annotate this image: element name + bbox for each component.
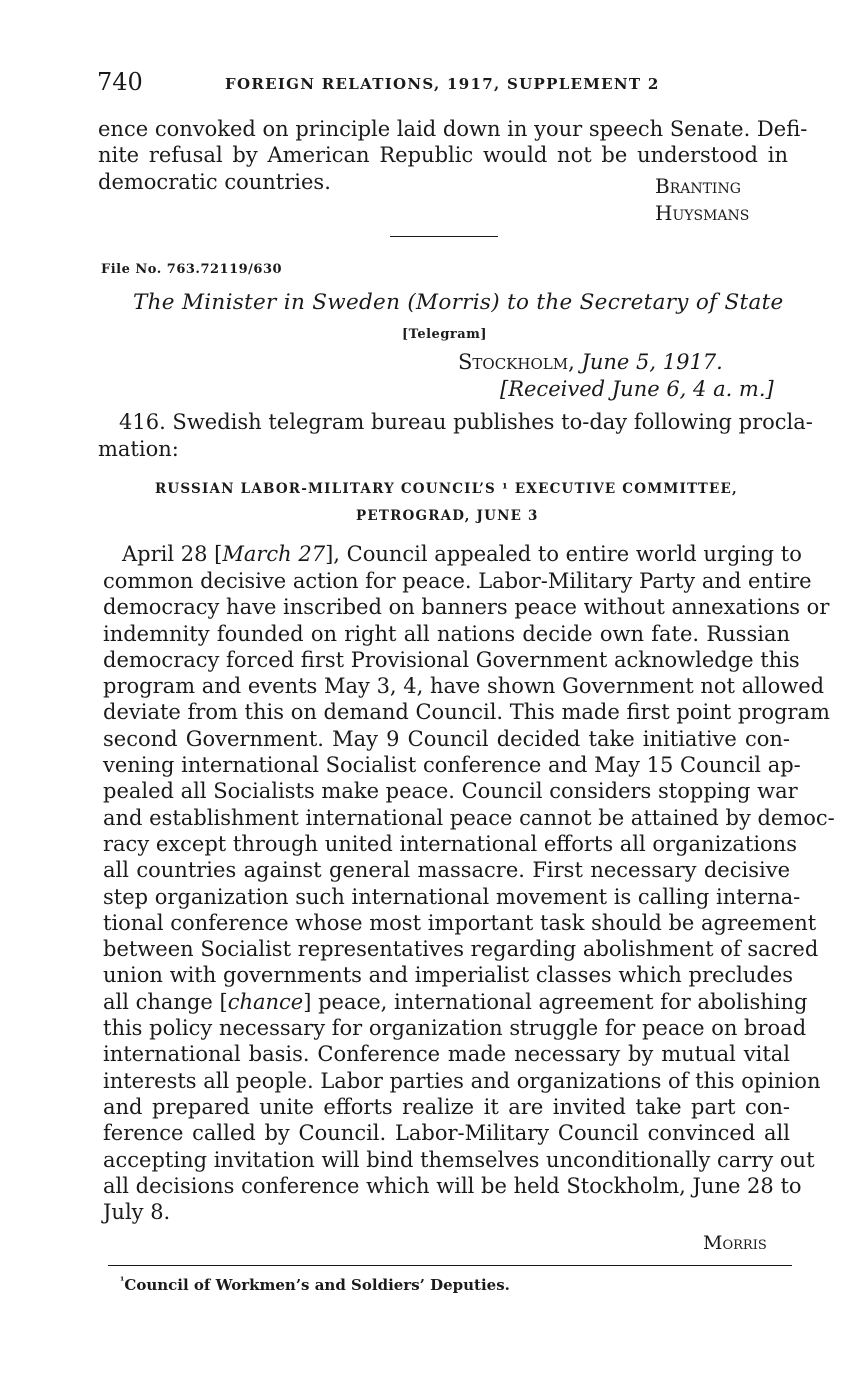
- body-first-line: [122, 541, 802, 568]
- text-line: between Socialist representatives regarding abolishment of sacred: [103, 937, 819, 962]
- text-line: pealed all Socialists make peace. Council considers stopping war: [103, 779, 798, 804]
- text-line: racy except through united international efforts all organizations: [103, 831, 797, 856]
- text-line: tional conference whose most important task should be agreement: [103, 910, 817, 935]
- footnote-text: Council of Workmen’s and Soldiers’ Deputies.: [124, 1276, 510, 1294]
- italic-date: March 27: [222, 542, 326, 566]
- text-line: ence convoked on principle laid down in your speech Senate. Defi-: [98, 117, 808, 141]
- text-line: vening international Socialist conference and May 15 Council ap-: [103, 753, 801, 778]
- page-number: 740: [97, 68, 143, 96]
- running-title: FOREIGN RELATIONS, 1917, SUPPLEMENT 2: [225, 75, 660, 93]
- text-line: and prepared unite efforts realize it are invited take part con-: [103, 1094, 790, 1119]
- text-line: 416. Swedish telegram bureau publishes to-day following procla-: [119, 410, 813, 434]
- proclamation-heading-place: PETROGRAD, JUNE 3: [356, 508, 539, 524]
- text-line: international basis. Conference made necessary by mutual vital: [103, 1042, 790, 1067]
- text-line: step organization such international movement is calling interna-: [103, 884, 801, 909]
- text-line: nite refusal by American Republic would not be understood in: [98, 143, 788, 168]
- document-type: [Telegram]: [402, 327, 488, 342]
- text-fragment: ] peace, international agreement for abolishing: [303, 989, 808, 1014]
- file-number: File No. 763.72119/630: [101, 262, 283, 277]
- proclamation-body: [103, 568, 835, 1225]
- running-head: [97, 68, 761, 100]
- dateline-date: June 5, 1917.: [581, 350, 723, 374]
- separator-rule: [390, 236, 498, 237]
- text-line: program and events May 3, 4, have shown Government not allowed: [103, 674, 825, 699]
- text-fragment: ], Council appealed to entire world urging to: [325, 542, 802, 566]
- footnote-marker: ¹: [120, 1276, 125, 1287]
- text-line: this policy necessary for organization struggle for peace on broad: [103, 1016, 807, 1041]
- text-line: July 8.: [103, 1200, 171, 1225]
- text-line: second Government. May 9 Council decided take initiative con-: [103, 726, 790, 751]
- text-line: indemnity founded on right all nations decide own fate. Russian: [103, 621, 790, 646]
- text-line: accepting invitation will bind themselves unconditionally carry out: [103, 1147, 815, 1172]
- text-line: democratic countries.: [98, 169, 331, 194]
- text-line: interests all people. Labor parties and organizations of this opinion: [103, 1068, 821, 1093]
- text-line: all decisions conference which will be held Stockholm, June 28 to: [103, 1173, 802, 1198]
- text-line: union with governments and imperialist classes which precludes: [103, 963, 794, 988]
- text-line: mation:: [98, 437, 179, 461]
- received-line: [Received June 6, 4 a. m.]: [500, 377, 774, 401]
- dateline: [458, 350, 723, 374]
- signature-huysmans: Huysmans: [655, 201, 750, 225]
- text-line: common decisive action for peace. Labor-Military Party and entire: [103, 569, 812, 593]
- text-line: and establishment international peace cannot be attained by democ-: [103, 805, 835, 830]
- text-line: ference called by Council. Labor-Military Council convinced all: [103, 1121, 790, 1146]
- text-line: all countries against general massacre. First necessary decisive: [103, 858, 790, 883]
- italic-correction: chance: [227, 989, 304, 1014]
- text-fragment: all change [: [103, 989, 228, 1014]
- intro-paragraph-end: [98, 436, 398, 462]
- intro-paragraph: [119, 409, 813, 435]
- text-line: [122, 541, 802, 568]
- text-line: deviate from this on demand Council. This made first point program: [103, 700, 830, 725]
- text-fragment: April 28 [: [122, 542, 223, 566]
- signature-branting: Branting: [655, 174, 741, 198]
- text-line: democracy have inscribed on banners peace without annexations or: [103, 595, 830, 620]
- footnote: [120, 1276, 510, 1294]
- proclamation-heading: RUSSIAN LABOR-MILITARY COUNCIL’S ¹ EXECUTIVE COMMITTEE,: [155, 481, 738, 497]
- text-line: [103, 989, 808, 1015]
- dateline-place: Stockholm,: [458, 350, 575, 374]
- text-line: democracy forced first Provisional Government acknowledge this: [103, 647, 800, 672]
- document-title: The Minister in Sweden (Morris) to the Secretary of State: [133, 290, 784, 315]
- signature-morris: Morris: [703, 1232, 767, 1254]
- footnote-rule: [108, 1265, 792, 1266]
